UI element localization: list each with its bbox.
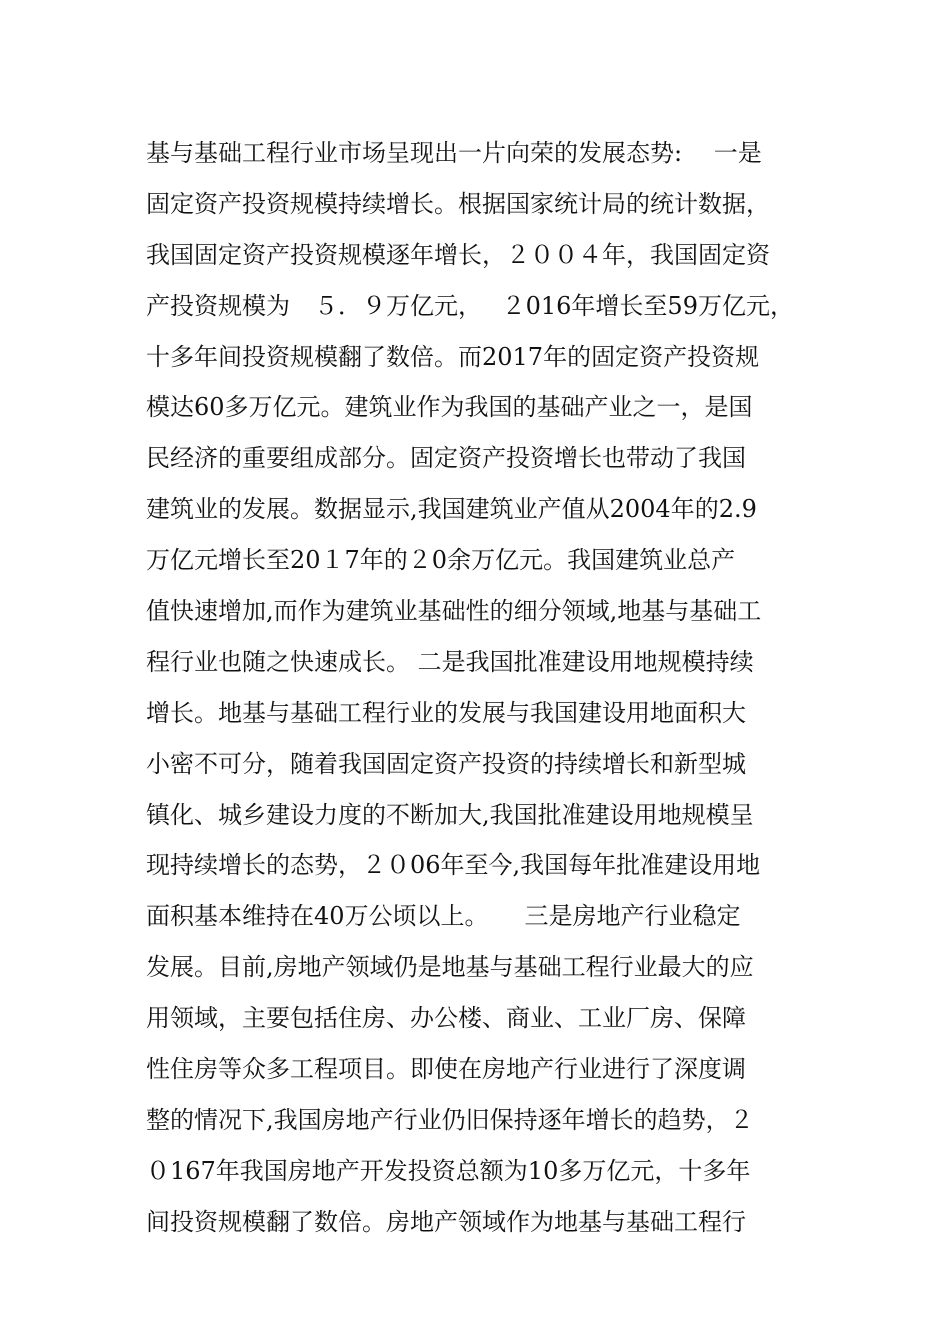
text-line: 模达60多万亿元。建筑业作为我国的基础产业之一，是国 [146, 393, 753, 422]
text-line: 十多年间投资规模翻了数倍。而2017年的固定资产投资规 [146, 342, 760, 371]
text-line: 基与基础工程行业市场呈现出一片向荣的发展态势: 一是 [146, 139, 762, 167]
text-line: 值快速增加,而作为建筑业基础性的细分领域,地基与基础工 [146, 597, 762, 626]
text-line: 用领域，主要包括住房、办公楼、商业、工业厂房、保障 [146, 1004, 746, 1033]
text-line: 小密不可分，随着我国固定资产投资的持续增长和新型城 [146, 749, 746, 778]
text-line: 产投资规模为 ５．９万亿元， ２016年增长至59万亿元， [146, 291, 794, 320]
text-line: 万亿元增长至20１7年的２0余万亿元。我国建筑业总产 [146, 546, 736, 575]
text-line: ０167年我国房地产开发投资总额为10多万亿元，十多年 [146, 1156, 751, 1185]
body-text [146, 128, 826, 1248]
text-line: 面积基本维持在40万公顷以上。 三是房地产行业稳定 [146, 902, 741, 931]
text-line: 建筑业的发展。数据显示,我国建筑业产值从2004年的2.9 [146, 495, 757, 524]
text-line: 现持续增长的态势，２０06年至今,我国每年批准建设用地 [146, 851, 761, 880]
text-line: 固定资产投资规模持续增长。根据国家统计局的统计数据， [146, 189, 770, 218]
text-line: 增长。地基与基础工程行业的发展与我国建设用地面积大 [146, 698, 746, 727]
text-line: 发展。目前,房地产领域仍是地基与基础工程行业最大的应 [146, 953, 754, 982]
text-line: 镇化、城乡建设力度的不断加大,我国批准建设用地规模呈 [146, 800, 754, 829]
text-line: 民经济的重要组成部分。固定资产投资增长也带动了我国 [146, 444, 746, 473]
text-line: 性住房等众多工程项目。即使在房地产行业进行了深度调 [146, 1055, 746, 1084]
text-line: 程行业也随之快速成长。 二是我国批准建设用地规模持续 [146, 647, 754, 676]
text-line: 间投资规模翻了数倍。房地产领域作为地基与基础工程行 [146, 1207, 746, 1236]
text-line: 我国固定资产投资规模逐年增长，２００４年，我国固定资 [146, 240, 770, 269]
text-line: 整的情况下,我国房地产行业仍旧保持逐年增长的趋势，２ [146, 1105, 754, 1134]
